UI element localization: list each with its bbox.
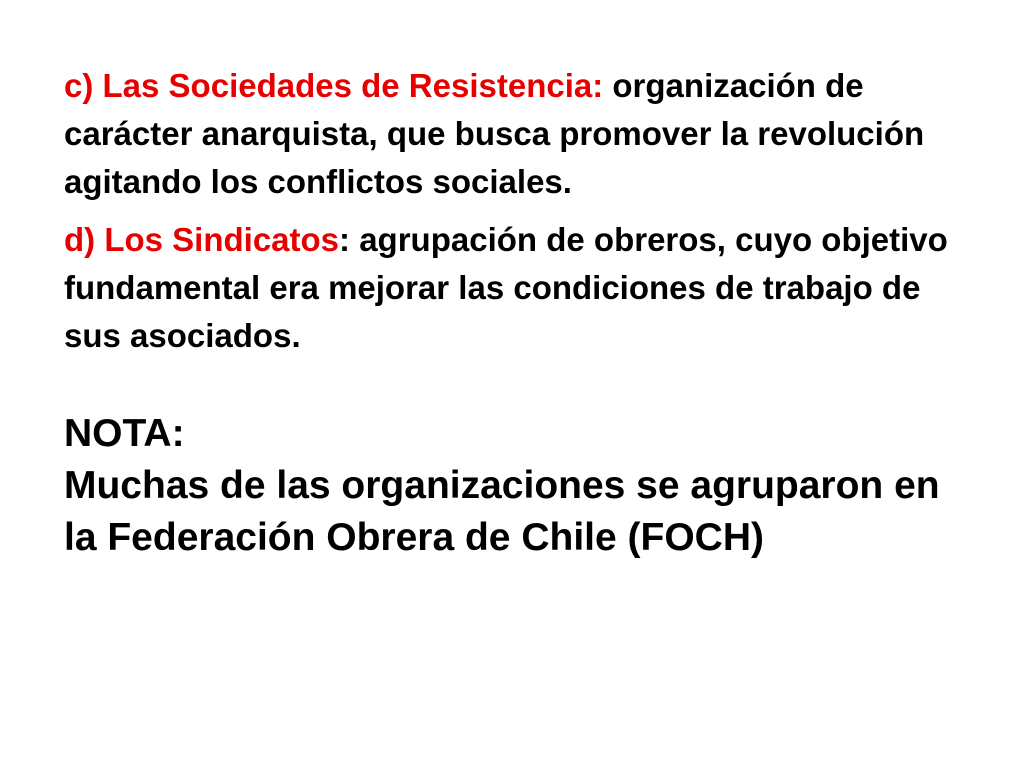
definition-item-sindicatos — [64, 216, 964, 360]
note-text: Muchas de las organizaciones se agruparon en la Federación Obrera de Chile (FOCH) — [64, 464, 940, 559]
definition-sindicatos: agrupación de obreros, cuyo objetivo fundamental era mejorar las condiciones de trabajo de sus asociados. — [64, 221, 948, 354]
separator-sindicatos: : — [339, 221, 351, 258]
note-block — [64, 408, 964, 564]
definition-item-sociedades — [64, 62, 964, 206]
term-sociedades: c) Las Sociedades de Resistencia: — [64, 67, 604, 104]
slide-content — [64, 62, 964, 564]
definition-sociedades: organización de carácter anarquista, que busca promover la revolución agitando los conflictos sociales. — [64, 67, 925, 200]
note-title: NOTA: — [64, 412, 185, 455]
term-sindicatos: d) Los Sindicatos — [64, 221, 340, 258]
